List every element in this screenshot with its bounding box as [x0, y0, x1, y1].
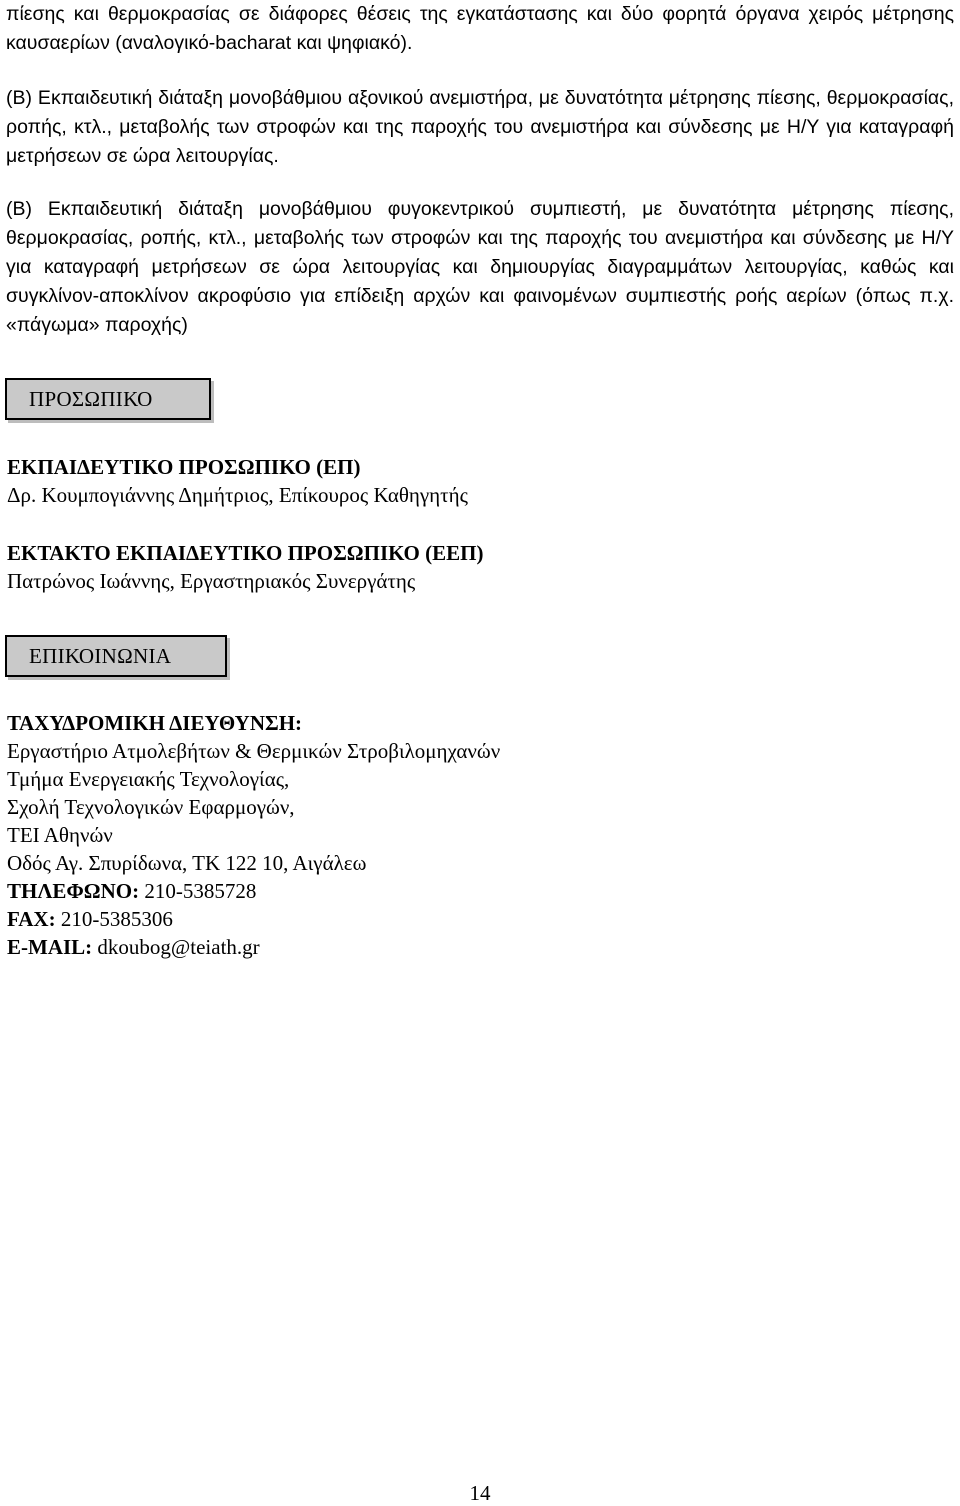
fax-value: 210-5385306 [60, 907, 173, 931]
page-number: 14 [469, 1481, 491, 1505]
paragraph-centrifugal-compressor: (Β) Εκπαιδευτική διάταξη μονοβάθμιου φυγοκεντρικού συμπιεστή, με δυνατότητα μέτρησης πίεσης, θερμοκρασίας, ροπής, κτλ., μεταβολής των στροφών και της παροχής του ανεμιστήρα και σύνδεσης με Η/Υ για καταγραφή μετρήσεων σε ώρα λειτουργίας και δημιουργίας διαγραμμάτων λειτουργίας, καθώς και συγκλίνον-αποκλίνον ακροφύσιο για επίδειξη αρχών και φαινομένων συμπιεστής ροής αερίων (όπως π.χ. «πάγωμα» παροχής) [6, 198, 954, 336]
email-label: E-MAIL: [7, 935, 93, 959]
address-line: Σχολή Τεχνολογικών Εφαρμογών, [7, 795, 295, 819]
teaching-staff-title: ΕΚΠΑΙΔΕΥΤΙΚΟ ΠΡΟΣΩΠΙΚΟ (ΕΠ) [7, 455, 361, 479]
contact-heading-box [5, 635, 227, 677]
phone-row [7, 877, 256, 905]
phone-label: ΤΗΛΕΦΩΝΟ: [7, 879, 140, 903]
address-line: Εργαστήριο Ατμολεβήτων & Θερμικών Στροβιλομηχανών [7, 739, 501, 763]
phone-value: 210-5385728 [144, 879, 257, 903]
fax-row [7, 905, 173, 933]
fax-label: FAX: [7, 907, 56, 931]
paragraph-instruments: πίεσης και θερμοκρασίας σε διάφορες θέσεις της εγκατάστασης και δύο φορητά όργανα χειρός μέτρησης καυσαερίων (αναλογικό-bacharat και ψηφιακό). [6, 3, 954, 54]
special-staff-member: Πατρώνος Ιωάννης, Εργαστηριακός Συνεργάτης [7, 569, 416, 593]
address-line: ΤΕΙ Αθηνών [7, 823, 113, 847]
address-line: Οδός Αγ. Σπυρίδωνα, ΤΚ 122 10, Αιγάλεω [7, 851, 367, 875]
email-row [7, 933, 260, 961]
postal-address-title: ΤΑΧΥΔΡΟΜΙΚΗ ΔΙΕΥΘΥΝΣΗ: [7, 711, 303, 735]
email-value: dkoubog@teiath.gr [97, 935, 260, 959]
personnel-heading-box [5, 378, 211, 420]
contact-heading: ΕΠΙΚΟΙΝΩΝΙΑ [29, 643, 172, 668]
address-line: Τμήμα Ενεργειακής Τεχνολογίας, [7, 767, 290, 791]
special-staff-title: ΕΚΤΑΚΤΟ ΕΚΠΑΙΔΕΥΤΙΚΟ ΠΡΟΣΩΠΙΚΟ (ΕΕΠ) [7, 541, 484, 565]
paragraph-axial-fan: (Β) Εκπαιδευτική διάταξη μονοβάθμιου αξονικού ανεμιστήρα, με δυνατότητα μέτρησης πίεσης, θερμοκρασίας, ροπής, κτλ., μεταβολής των στροφών και της παροχής του ανεμιστήρα και σύνδεσης με Η/Υ για καταγραφή μετρήσεων σε ώρα λειτουργίας. [6, 87, 954, 167]
teaching-staff-member: Δρ. Κουμπογιάννης Δημήτριος, Επίκουρος Καθηγητής [7, 483, 468, 507]
personnel-heading: ΠΡΟΣΩΠΙΚΟ [29, 386, 153, 411]
